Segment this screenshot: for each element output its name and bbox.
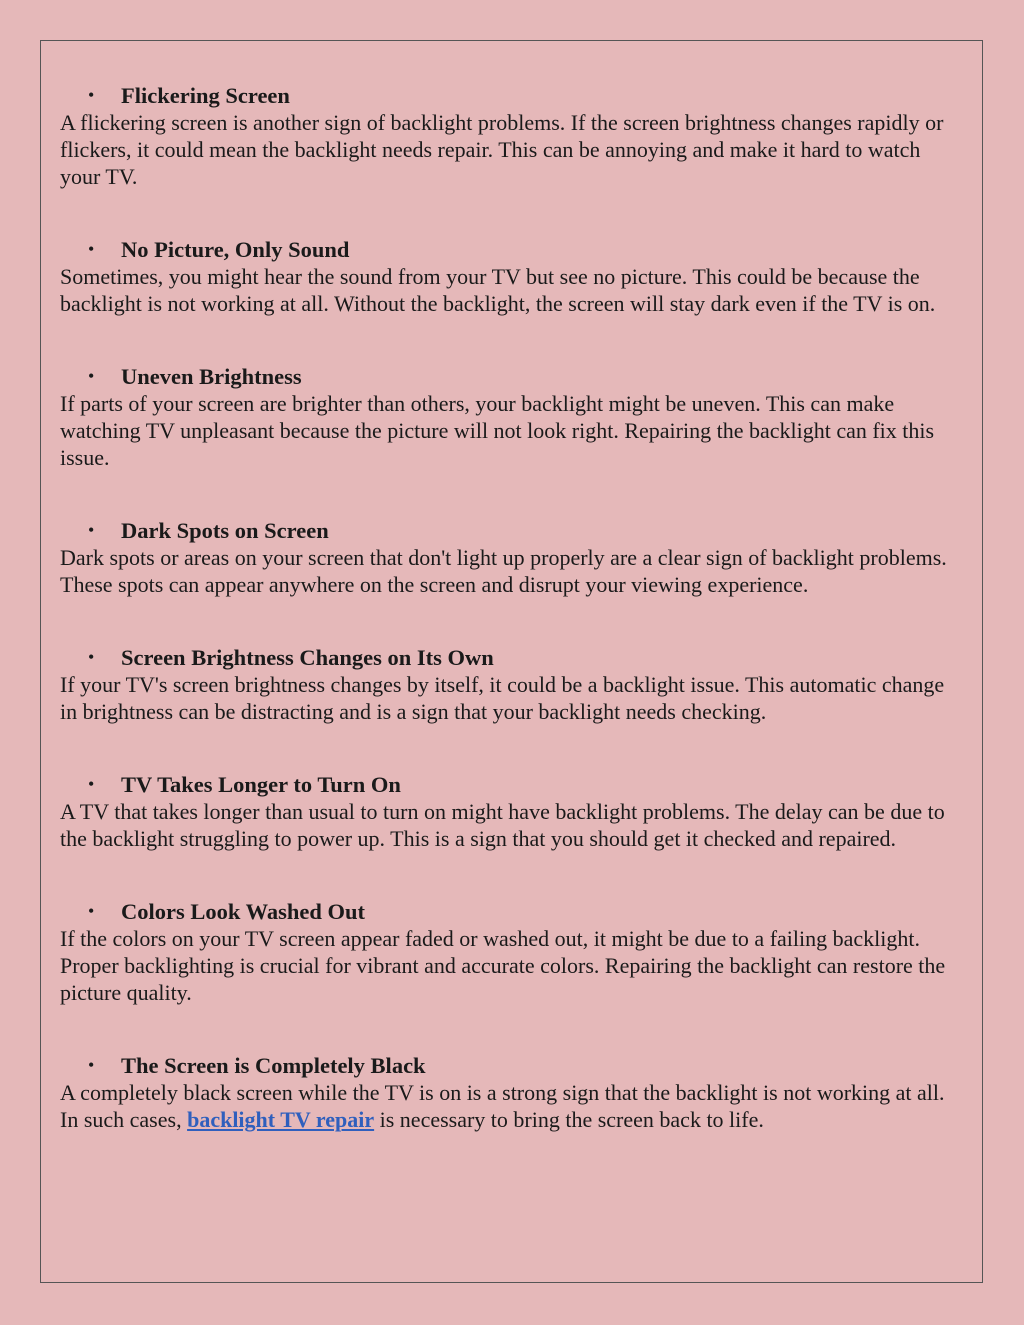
section-body: If your TV's screen brightness changes by itself, it could be a backlight issue. This automatic change in brightness can be distracting and is a sign that your backlight needs checking. [60,672,945,724]
section-body: A flickering screen is another sign of backlight problems. If the screen brightness changes rapidly or flickers, it could mean the backlight needs repair. This can be annoying and make it hard to watch your TV. [60,110,944,189]
heading-text: Screen Brightness Changes on Its Own [121,645,494,670]
bullet-icon: • [88,366,95,386]
backlight-tv-repair-link[interactable]: backlight TV repair [187,1107,375,1132]
section-heading [60,517,965,544]
bullet-icon: • [88,520,95,540]
section-body: If parts of your screen are brighter than others, your backlight might be uneven. This can make watching TV unpleasant because the picture will not look right. Repairing the backlight can fix this issue. [60,391,935,470]
bullet-icon: • [88,85,95,105]
heading-text: Uneven Brightness [121,364,302,389]
heading-text: TV Takes Longer to Turn On [121,772,401,797]
section-body: Dark spots or areas on your screen that don't light up properly are a clear sign of backlight problems. These spots can appear anywhere on the screen and disrupt your viewing experience. [60,545,947,597]
body-text-after-link: is necessary to bring the screen back to life. [374,1107,764,1132]
section-body: If the colors on your TV screen appear faded or washed out, it might be due to a failing backlight. Proper backlighting is crucial for vibrant and accurate colors. Repairing the backlight can restore the picture quality. [60,926,946,1005]
heading-text: No Picture, Only Sound [121,237,350,262]
section-flickering-screen [60,82,965,190]
section-heading [60,771,965,798]
section-heading [60,898,965,925]
section-heading [60,363,965,390]
document-content [60,82,965,1133]
section-heading [60,82,965,109]
bullet-icon: • [88,239,95,259]
body-text-before-link: A completely black screen while the TV is on is a strong sign that the backlight is not working at all. In such cases, [60,1080,945,1132]
section-body: A TV that takes longer than usual to turn on might have backlight problems. The delay can be due to the backlight struggling to power up. This is a sign that you should get it checked and repaired. [60,799,945,851]
section-completely-black [60,1052,965,1133]
section-body: Sometimes, you might hear the sound from your TV but see no picture. This could be because the backlight is not working at all. Without the backlight, the screen will stay dark even if the TV is on. [60,264,936,316]
heading-text: The Screen is Completely Black [121,1053,426,1078]
heading-text: Colors Look Washed Out [121,899,366,924]
section-heading [60,236,965,263]
heading-text: Flickering Screen [121,83,290,108]
section-no-picture-only-sound [60,236,965,317]
bullet-icon: • [88,774,95,794]
section-colors-washed-out [60,898,965,1006]
heading-text: Dark Spots on Screen [121,518,329,543]
section-heading [60,1052,965,1079]
section-dark-spots [60,517,965,598]
section-body [60,1079,965,1133]
section-brightness-changes [60,644,965,725]
section-longer-to-turn-on [60,771,965,852]
bullet-icon: • [88,1055,95,1075]
section-heading [60,644,965,671]
bullet-icon: • [88,901,95,921]
bullet-icon: • [88,647,95,667]
section-uneven-brightness [60,363,965,471]
